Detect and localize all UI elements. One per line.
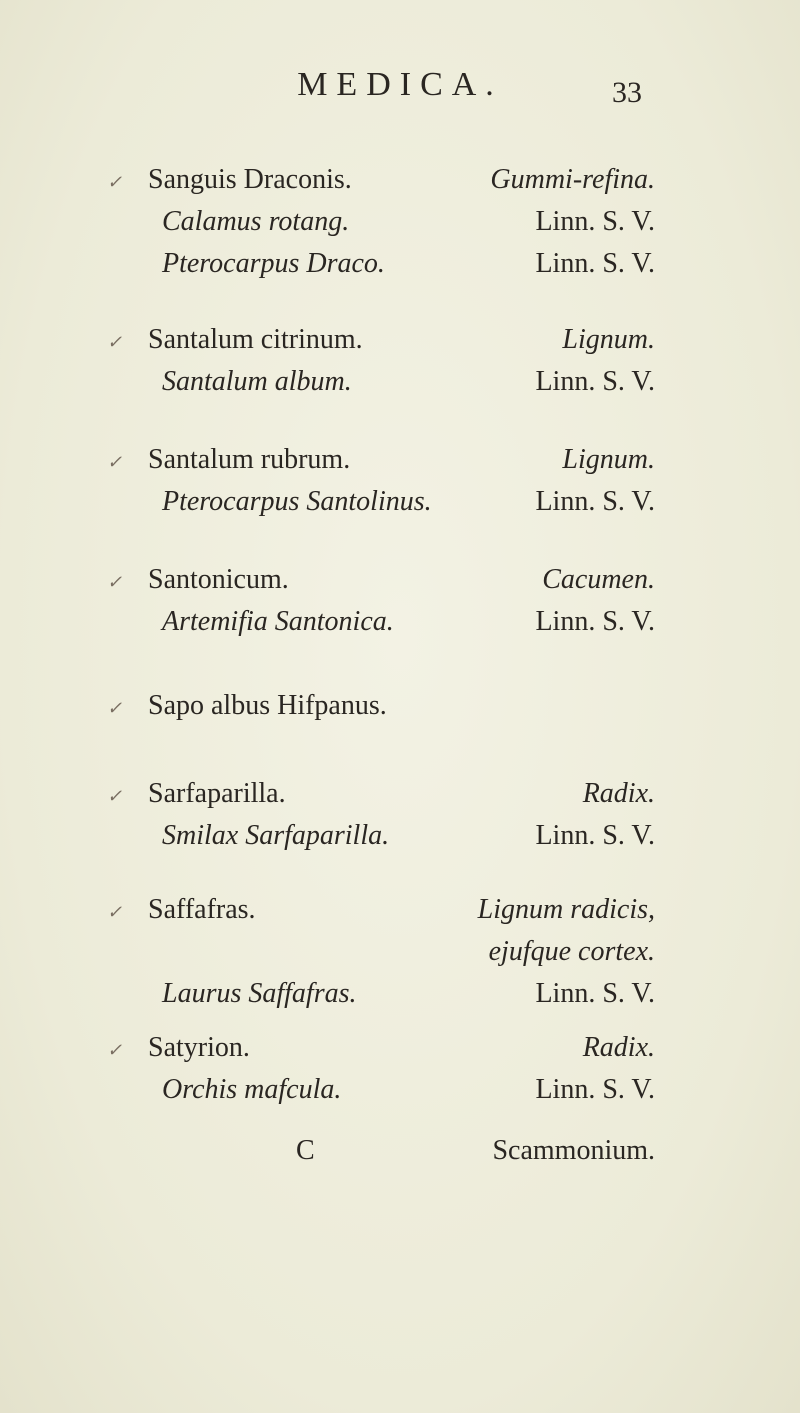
entry-sanguis-draconis bbox=[0, 164, 800, 290]
entry-satyrion bbox=[0, 1032, 800, 1116]
catchword: Scammonium. bbox=[492, 1135, 655, 1166]
entry-santalum-citrinum bbox=[0, 324, 800, 408]
entry-part: Lignum. bbox=[562, 444, 655, 475]
synonym-ref: Linn. S. V. bbox=[535, 1074, 655, 1105]
signature-mark: C bbox=[296, 1135, 315, 1166]
entry-part: Radix. bbox=[582, 1032, 655, 1063]
check-mark-icon: ✓ bbox=[107, 1040, 123, 1060]
entry-sarfaparilla bbox=[0, 778, 800, 862]
entry-name: Satyrion. bbox=[148, 1032, 250, 1063]
synonym-name: Pterocarpus Santolinus. bbox=[162, 486, 432, 517]
synonym-name: Calamus rotang. bbox=[162, 206, 350, 237]
synonym-name: Santalum album. bbox=[162, 366, 352, 397]
entry-santalum-rubrum bbox=[0, 444, 800, 528]
entry-part: Gummi-refina. bbox=[490, 164, 655, 195]
check-mark-icon: ✓ bbox=[107, 572, 123, 592]
synonym-name: Pterocarpus Draco. bbox=[162, 248, 385, 279]
entry-name: Santalum citrinum. bbox=[148, 324, 363, 355]
synonym-name: Laurus Saffafras. bbox=[162, 978, 357, 1009]
synonym-name: Orchis mafcula. bbox=[162, 1074, 342, 1105]
entry-part: Lignum radicis, bbox=[477, 894, 655, 925]
entry-name: Santonicum. bbox=[148, 564, 289, 595]
synonym-ref: Linn. S. V. bbox=[535, 366, 655, 397]
entry-part: Radix. bbox=[582, 778, 655, 809]
entry-name: Sarfaparilla. bbox=[148, 778, 286, 809]
check-mark-icon: ✓ bbox=[107, 698, 123, 718]
entry-name: Sanguis Draconis. bbox=[148, 164, 352, 195]
entry-part: Lignum. bbox=[562, 324, 655, 355]
running-head: MEDICA. bbox=[297, 66, 503, 103]
synonym-ref: Linn. S. V. bbox=[535, 820, 655, 851]
check-mark-icon: ✓ bbox=[107, 902, 123, 922]
synonym-name: Smilax Sarfaparilla. bbox=[162, 820, 390, 851]
entry-saffafras bbox=[0, 894, 800, 1020]
entry-part: Cacumen. bbox=[542, 564, 655, 595]
synonym-ref: Linn. S. V. bbox=[535, 978, 655, 1009]
entry-sapo-albus bbox=[0, 690, 800, 732]
synonym-ref: Linn. S. V. bbox=[535, 248, 655, 279]
check-mark-icon: ✓ bbox=[107, 332, 123, 352]
synonym-name: Artemifia Santonica. bbox=[162, 606, 394, 637]
entry-name: Santalum rubrum. bbox=[148, 444, 351, 475]
page-number: 33 bbox=[612, 76, 642, 109]
entry-part-continued: ejufque cortex. bbox=[488, 936, 655, 967]
entry-name: Sapo albus Hifpanus. bbox=[148, 690, 387, 721]
entry-santonicum bbox=[0, 564, 800, 648]
check-mark-icon: ✓ bbox=[107, 452, 123, 472]
synonym-ref: Linn. S. V. bbox=[535, 206, 655, 237]
synonym-ref: Linn. S. V. bbox=[535, 606, 655, 637]
entry-name: Saffafras. bbox=[148, 894, 256, 925]
check-mark-icon: ✓ bbox=[107, 786, 123, 806]
synonym-ref: Linn. S. V. bbox=[535, 486, 655, 517]
check-mark-icon: ✓ bbox=[107, 172, 123, 192]
